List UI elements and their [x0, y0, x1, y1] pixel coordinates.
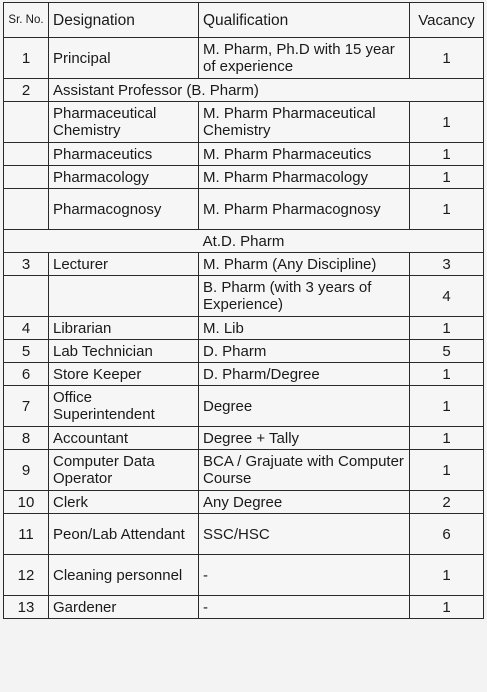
table-row [4, 102, 484, 143]
vacancy-cell: 1 [410, 189, 484, 230]
vacancy-cell: 1 [410, 317, 484, 340]
sr-cell: 4 [4, 317, 49, 340]
vacancy-table [3, 2, 484, 619]
sr-cell: 9 [4, 450, 49, 491]
sr-cell: 11 [4, 514, 49, 555]
table-header-row [4, 3, 484, 38]
qualification-cell: Degree + Tally [199, 427, 410, 450]
vacancy-cell: 1 [410, 166, 484, 189]
qualification-cell: D. Pharm [199, 340, 410, 363]
vacancy-cell: 4 [410, 276, 484, 317]
designation-cell: Clerk [49, 491, 199, 514]
vacancy-cell: 1 [410, 38, 484, 79]
sr-cell [4, 143, 49, 166]
sr-cell: 13 [4, 596, 49, 619]
table-row [4, 253, 484, 276]
designation-cell: Lab Technician [49, 340, 199, 363]
qualification-cell: - [199, 555, 410, 596]
designation-cell: Gardener [49, 596, 199, 619]
section-label-assistant-professor: Assistant Professor (B. Pharm) [49, 79, 484, 102]
qualification-cell: M. Pharm Pharmaceutics [199, 143, 410, 166]
qualification-cell: M. Pharm Pharmacognosy [199, 189, 410, 230]
designation-cell [49, 276, 199, 317]
sr-cell: 10 [4, 491, 49, 514]
qualification-cell: M. Pharm Pharmacology [199, 166, 410, 189]
header-designation: Designation [49, 3, 199, 38]
table-row [4, 596, 484, 619]
sr-cell [4, 166, 49, 189]
vacancy-cell: 2 [410, 491, 484, 514]
table-row [4, 555, 484, 596]
vacancy-cell: 1 [410, 555, 484, 596]
designation-cell: Cleaning personnel [49, 555, 199, 596]
qualification-cell: - [199, 596, 410, 619]
table-row [4, 514, 484, 555]
table-row [4, 166, 484, 189]
header-qualification: Qualification [199, 3, 410, 38]
designation-cell: Pharmaceutics [49, 143, 199, 166]
qualification-cell: Any Degree [199, 491, 410, 514]
table-row [4, 143, 484, 166]
sr-cell [4, 189, 49, 230]
qualification-cell: M. Pharm, Ph.D with 15 year of experience [199, 38, 410, 79]
sr-cell: 8 [4, 427, 49, 450]
designation-cell: Pharmaceutical Chemistry [49, 102, 199, 143]
table-row [4, 317, 484, 340]
designation-cell: Accountant [49, 427, 199, 450]
designation-cell: Computer Data Operator [49, 450, 199, 491]
sr-cell: 5 [4, 340, 49, 363]
table-row [4, 340, 484, 363]
vacancy-cell: 5 [410, 340, 484, 363]
vacancy-cell: 1 [410, 596, 484, 619]
table-row [4, 79, 484, 102]
qualification-cell: M. Pharm (Any Discipline) [199, 253, 410, 276]
sr-cell [4, 102, 49, 143]
vacancy-cell: 1 [410, 450, 484, 491]
sr-cell: 12 [4, 555, 49, 596]
designation-cell: Store Keeper [49, 363, 199, 386]
qualification-cell: D. Pharm/Degree [199, 363, 410, 386]
table-row [4, 450, 484, 491]
qualification-cell: Degree [199, 386, 410, 427]
vacancy-cell: 3 [410, 253, 484, 276]
table-row [4, 386, 484, 427]
qualification-cell: SSC/HSC [199, 514, 410, 555]
sr-cell: 1 [4, 38, 49, 79]
qualification-cell: M. Lib [199, 317, 410, 340]
vacancy-cell: 6 [410, 514, 484, 555]
vacancy-cell: 1 [410, 143, 484, 166]
table-row [4, 189, 484, 230]
table-row [4, 491, 484, 514]
qualification-cell: BCA / Grajuate with Computer Course [199, 450, 410, 491]
vacancy-cell: 1 [410, 427, 484, 450]
table-row [4, 38, 484, 79]
table-row [4, 363, 484, 386]
sr-cell: 3 [4, 253, 49, 276]
header-vacancy: Vacancy [410, 3, 484, 38]
qualification-cell: M. Pharm Pharmaceutical Chemistry [199, 102, 410, 143]
qualification-cell: B. Pharm (with 3 years of Experience) [199, 276, 410, 317]
table-row [4, 276, 484, 317]
designation-cell: Pharmacognosy [49, 189, 199, 230]
sr-cell: 7 [4, 386, 49, 427]
sr-cell: 2 [4, 79, 49, 102]
header-sr-no: Sr. No. [4, 3, 49, 38]
designation-cell: Principal [49, 38, 199, 79]
designation-cell: Lecturer [49, 253, 199, 276]
section-label-dpharm: At.D. Pharm [4, 230, 484, 253]
designation-cell: Office Superintendent [49, 386, 199, 427]
table-row [4, 427, 484, 450]
vacancy-cell: 1 [410, 363, 484, 386]
designation-cell: Pharmacology [49, 166, 199, 189]
designation-cell: Librarian [49, 317, 199, 340]
vacancy-cell: 1 [410, 102, 484, 143]
sr-cell [4, 276, 49, 317]
vacancy-cell: 1 [410, 386, 484, 427]
sr-cell: 6 [4, 363, 49, 386]
table-row [4, 230, 484, 253]
designation-cell: Peon/Lab Attendant [49, 514, 199, 555]
